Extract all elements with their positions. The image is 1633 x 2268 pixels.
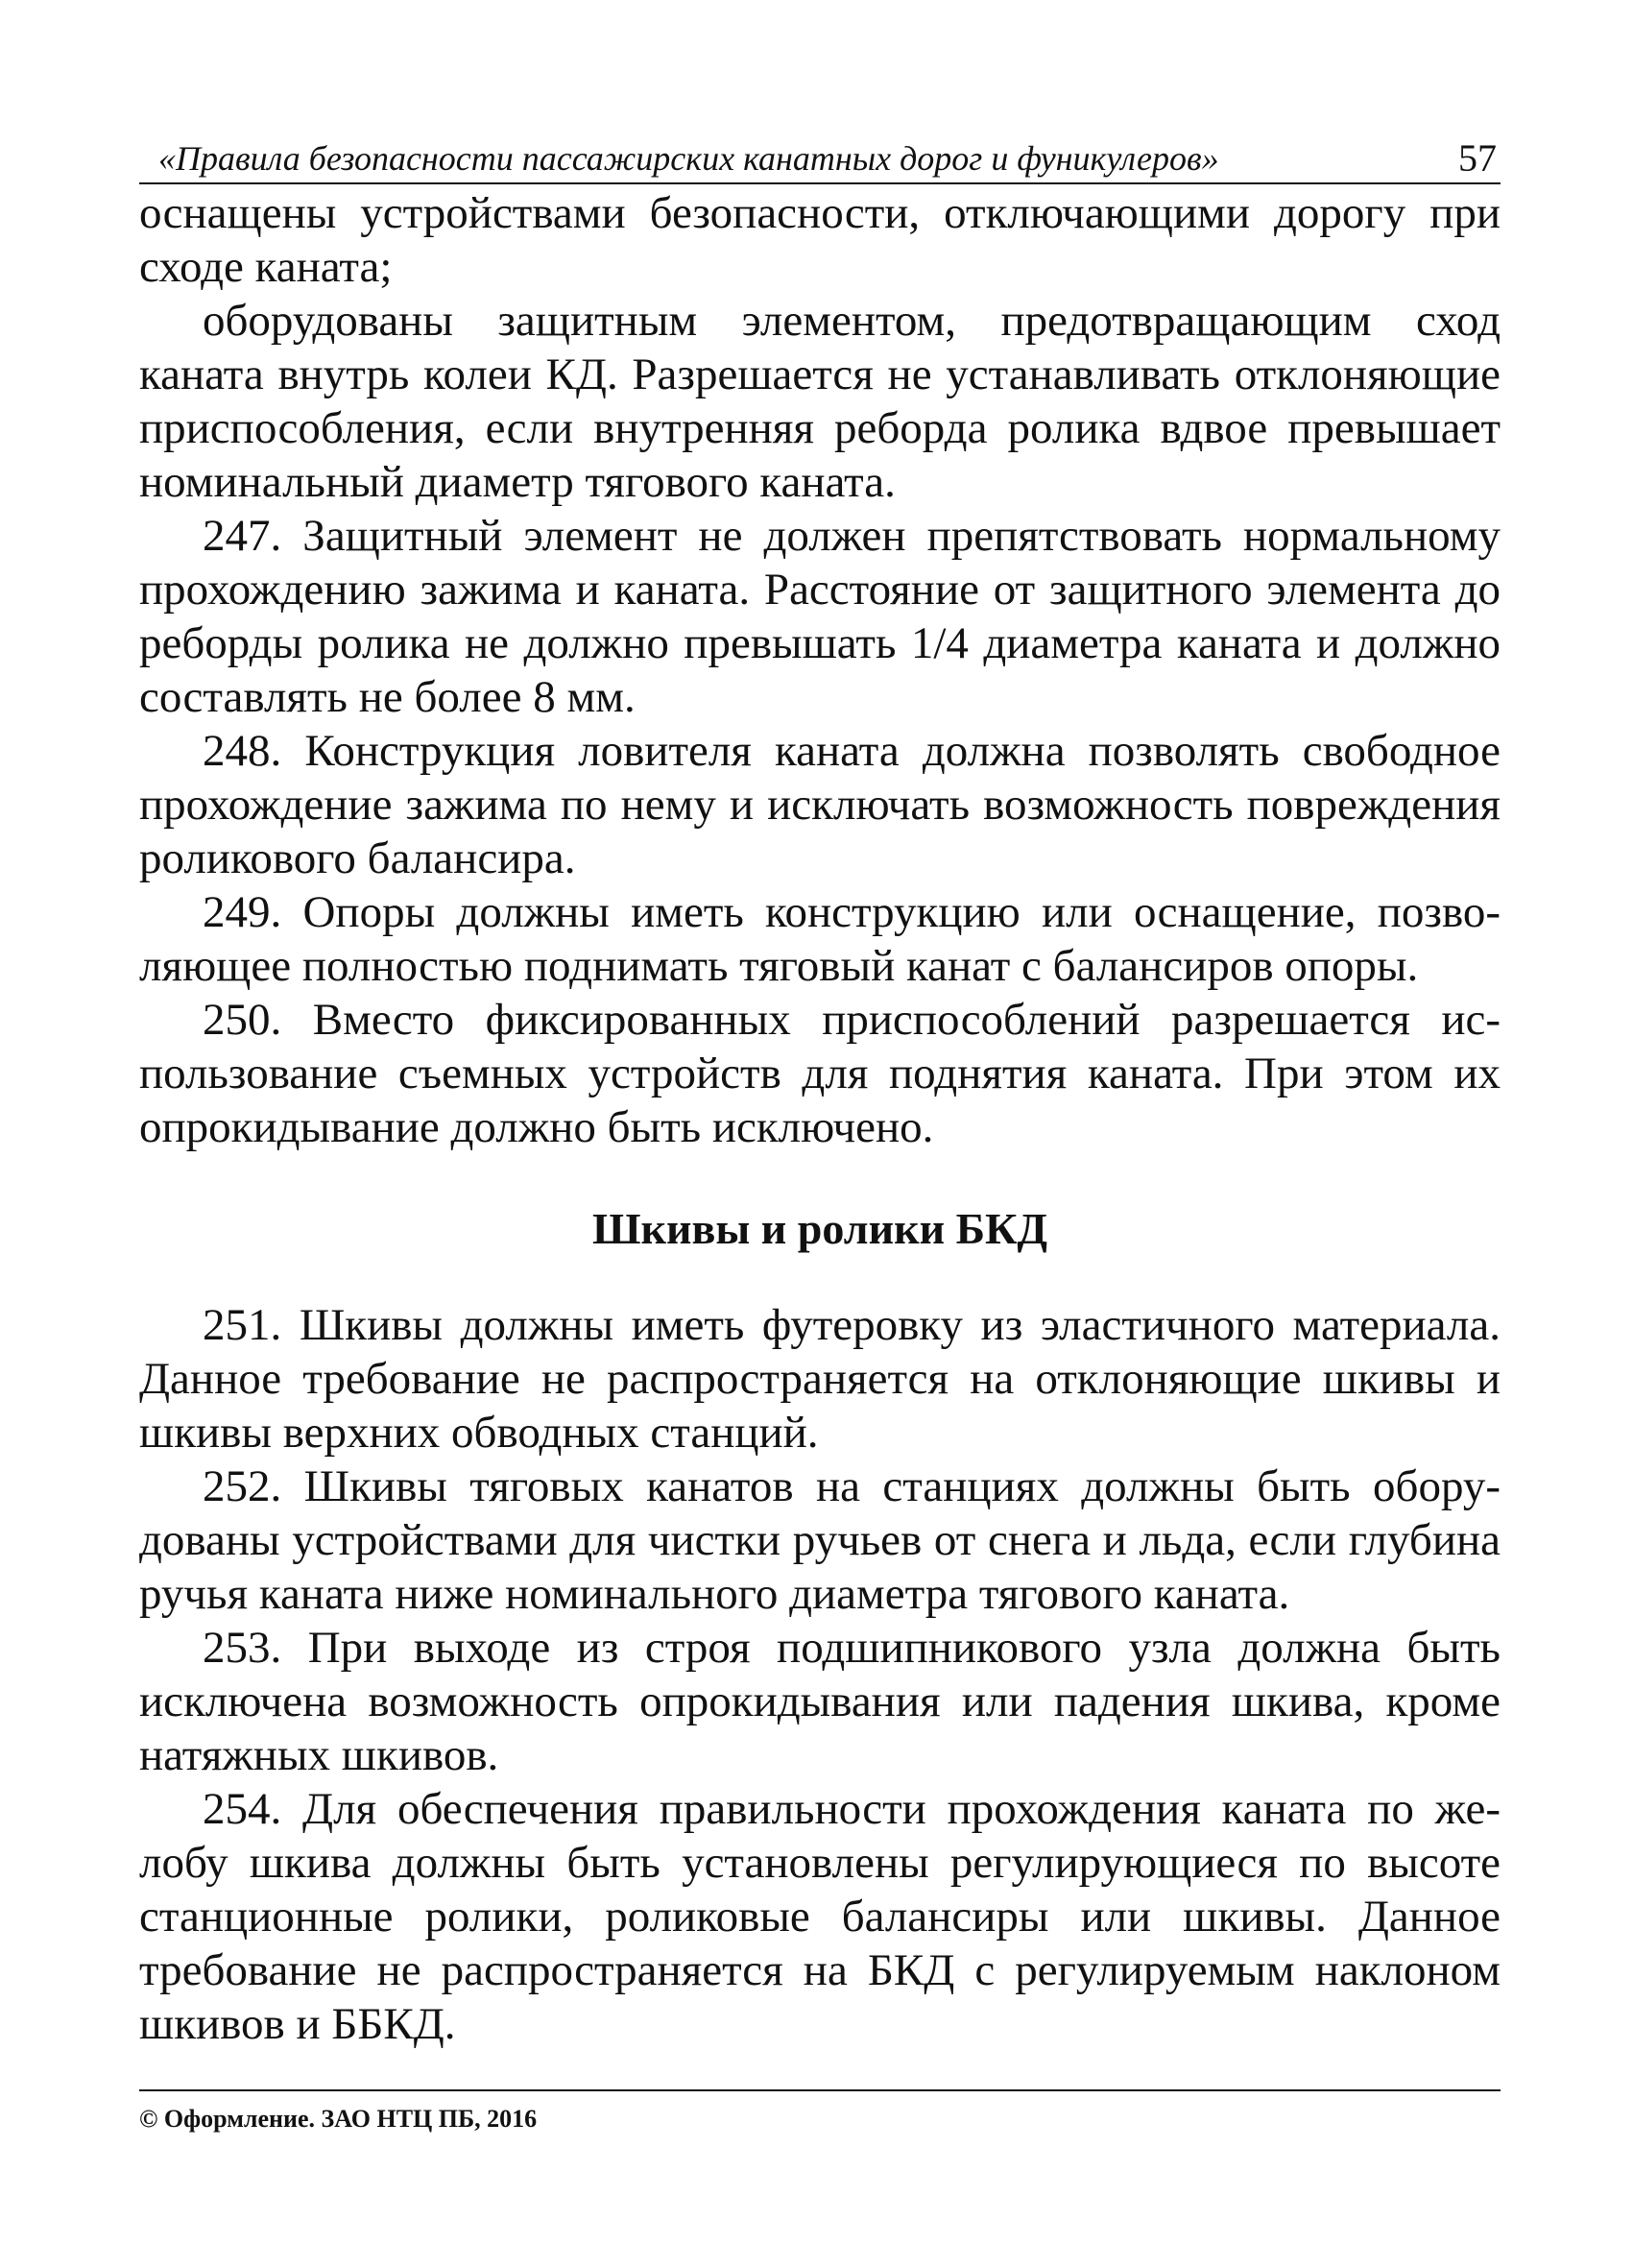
running-header [139, 123, 1501, 184]
paragraph-249: 249. Опоры должны иметь конструкцию или оснащение, позволяющее полностью поднимать тяговый канат с балансиров опоры. [139, 887, 1501, 991]
paragraph-253: 253. При выходе из строя подшипникового узла должна быть исключена возможность опрокидывания или падения шкива, кроме натяжных шкивов. [139, 1623, 1501, 1780]
paragraph-247: 247. Защитный элемент не должен препятствовать нормальному прохождению зажима и каната. Расстояние от защитного элемента до реборды ролика не должно превышать 1/4 диаметра каната и должно составлять не более 8 мм. [139, 511, 1501, 722]
paragraph-251: 251. Шкивы должны иметь футеровку из эластичного материала. Данное требование не распространяется на отклоняющие шкивы и шкивы верхних обводных станций. [139, 1300, 1501, 1458]
page-number: 57 [1458, 136, 1497, 180]
paragraph-254: 254. Для обеспечения правильности прохождения каната по желобу шкива должны быть установлены регулирующиеся по высоте станционные ролики, роликовые балансиры или шкивы. Данное требование не распространяется на БКД с регулируемым наклоном шкивов и ББКД. [139, 1784, 1501, 2049]
running-title: «Правила безопасности пассажирских канатных дорог и фуникулеров» [158, 139, 1219, 178]
document-page [139, 123, 1501, 2149]
paragraph-252: 252. Шкивы тяговых канатов на станциях должны быть оборудованы устройствами для чистки ручьев от снега и льда, если глубина ручья каната ниже номинального диаметра тягового каната. [139, 1461, 1501, 1619]
paragraph-248: 248. Конструкция ловителя каната должна позволять свободное прохождение зажима по нему и исключать возможность повреждения роликового балансира. [139, 726, 1501, 883]
paragraph-250: 250. Вместо фиксированных приспособлений разрешается использование съемных устройств для поднятия каната. При этом их опрокидывание должно быть исключено. [139, 995, 1501, 1152]
copyright-notice: © Оформление. ЗАО НТЦ ПБ, 2016 [139, 2105, 538, 2133]
paragraph: оснащены устройствами безопасности, отключающими дорогу при сходе каната; [139, 188, 1501, 292]
section-heading: Шкивы и ролики БКД [592, 1204, 1047, 1253]
page-footer [139, 2089, 1501, 2149]
paragraph: оборудованы защитным элементом, предотвращающим сход каната внутрь колеи КД. Разрешается не устанавливать отклоняющие приспособления, если внутренняя реборда ролика вдвое превышает номинальный диаметр тягового каната. [139, 296, 1501, 507]
document-body [139, 186, 1501, 2051]
